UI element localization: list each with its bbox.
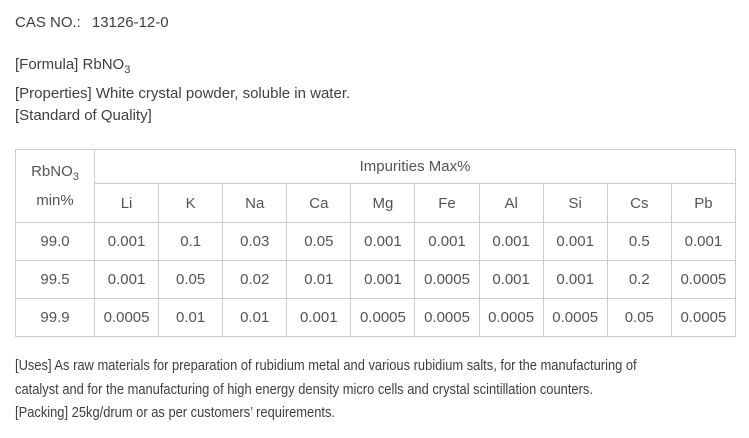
quality-standard-table — [15, 149, 736, 337]
purity-header-formula: RbNO$_3$ — [31, 163, 79, 183]
uses-text-line-1: [Uses] As raw materials for preparation of rubidium metal and various rubidium salts, for the manufacturing of — [15, 357, 637, 374]
value-cell: 0.001 — [95, 223, 159, 261]
value-cell: 0.2 — [607, 261, 671, 299]
value-cell: 0.05 — [287, 223, 351, 261]
value-cell: 0.001 — [479, 261, 543, 299]
value-cell: 0.0005 — [351, 299, 415, 337]
purity-header-subscript: 3 — [72, 171, 79, 183]
value-cell: 0.0005 — [543, 299, 607, 337]
column-header-pb: Pb — [671, 184, 735, 223]
value-cell: 0.0005 — [671, 299, 735, 337]
value-cell: 0.01 — [223, 299, 287, 337]
table-row-99-0 — [16, 223, 736, 261]
purity-header-unit: min% — [36, 192, 74, 209]
value-cell: 0.001 — [543, 223, 607, 261]
column-header-ca: Ca — [287, 184, 351, 223]
quality-table-container — [15, 149, 736, 337]
value-cell: 0.01 — [159, 299, 223, 337]
column-header-li: Li — [95, 184, 159, 223]
value-cell: 0.0005 — [415, 299, 479, 337]
value-cell: 0.0005 — [415, 261, 479, 299]
properties-line: [Properties] White crystal powder, soluble in water. — [15, 85, 351, 102]
purity-column-header — [16, 150, 95, 223]
standard-of-quality-heading: [Standard of Quality] — [15, 107, 152, 124]
value-cell: 0.001 — [351, 223, 415, 261]
column-header-al: Al — [479, 184, 543, 223]
value-cell: 0.05 — [607, 299, 671, 337]
purity-cell: 99.0 — [16, 223, 95, 261]
table-row-99-5 — [16, 261, 736, 299]
value-cell: 0.01 — [287, 261, 351, 299]
packing-text: [Packing] 25kg/drum or as per customers’ requirements. — [15, 404, 336, 421]
value-cell: 0.0005 — [671, 261, 735, 299]
cas-label: CAS NO.: — [15, 14, 81, 31]
value-cell: 0.03 — [223, 223, 287, 261]
column-header-cs: Cs — [607, 184, 671, 223]
value-cell: 0.001 — [287, 299, 351, 337]
column-header-mg: Mg — [351, 184, 415, 223]
purity-cell: 99.5 — [16, 261, 95, 299]
table-row-99-9 — [16, 299, 736, 337]
cas-value: 13126-12-0 — [91, 14, 169, 31]
column-header-fe: Fe — [415, 184, 479, 223]
value-cell: 0.001 — [95, 261, 159, 299]
value-cell: 0.0005 — [479, 299, 543, 337]
column-header-si: Si — [543, 184, 607, 223]
uses-text-line-2: catalyst and for the manufacturing of high energy density micro cells and crystal scintillation counters. — [15, 381, 593, 398]
value-cell: 0.5 — [607, 223, 671, 261]
impurities-group-header: Impurities Max% — [95, 150, 736, 184]
value-cell: 0.001 — [415, 223, 479, 261]
purity-cell: 99.9 — [16, 299, 95, 337]
value-cell: 0.05 — [159, 261, 223, 299]
value-cell: 0.0005 — [95, 299, 159, 337]
formula-subscript: 3 — [124, 64, 131, 76]
cas-number-line — [15, 13, 169, 32]
value-cell: 0.001 — [671, 223, 735, 261]
value-cell: 0.001 — [543, 261, 607, 299]
value-cell: 0.02 — [223, 261, 287, 299]
value-cell: 0.1 — [159, 223, 223, 261]
column-header-k: K — [159, 184, 223, 223]
column-header-na: Na — [223, 184, 287, 223]
formula-text: [Formula] RbNO — [15, 56, 125, 73]
formula-line — [15, 55, 130, 74]
value-cell: 0.001 — [479, 223, 543, 261]
value-cell: 0.001 — [351, 261, 415, 299]
